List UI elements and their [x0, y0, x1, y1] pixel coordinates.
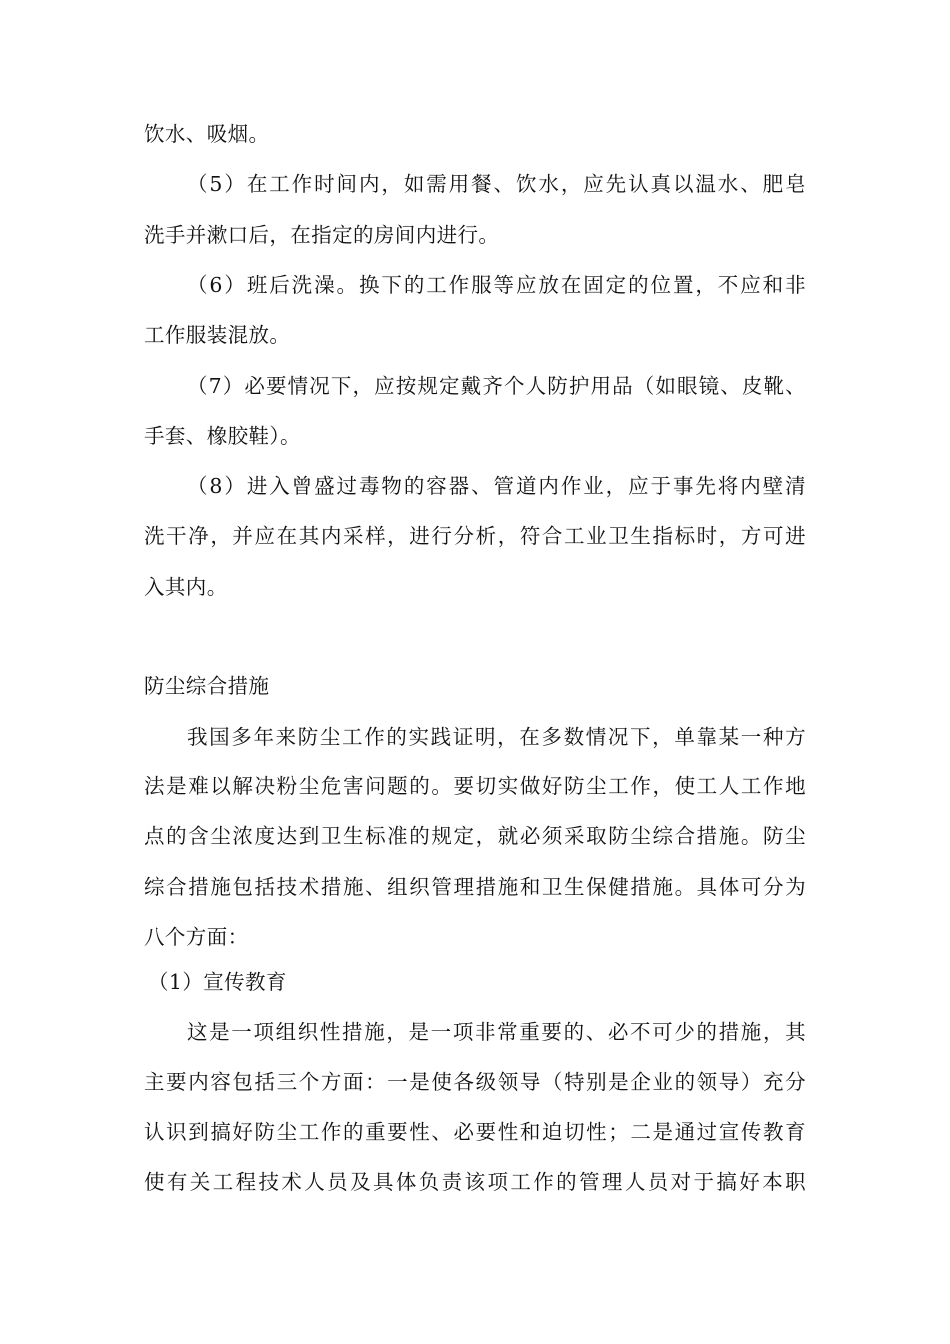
paragraph-line: 我国多年来防尘工作的实践证明，在多数情况下，单靠某一种方 — [187, 725, 806, 749]
list-item-7-line-1: （7）必要情况下，应按规定戴齐个人防护用品（如眼镜、皮靴、 — [187, 374, 806, 398]
list-item-7-line-2: 手套、橡胶鞋）。 — [144, 424, 301, 448]
paragraph-line: 综合措施包括技术措施、组织管理措施和卫生保健措施。具体可分为 — [144, 875, 806, 899]
list-item-8-line-2: 洗干净，并应在其内采样，进行分析，符合工业卫生指标时，方可进 — [144, 524, 806, 548]
paragraph-line: 主要内容包括三个方面：一是使各级领导（特别是企业的领导）充分 — [144, 1070, 806, 1094]
paragraph-line: 八个方面： — [144, 925, 249, 949]
list-item-8-line-3: 入其内。 — [144, 575, 228, 599]
list-item-6-line-2: 工作服装混放。 — [144, 323, 291, 347]
paragraph-line: 法是难以解决粉尘危害问题的。要切实做好防尘工作，使工人工作地 — [144, 774, 806, 798]
section-heading: 防尘综合措施 — [144, 674, 270, 698]
list-item-5-line-2: 洗手并漱口后，在指定的房间内进行。 — [144, 223, 500, 247]
paragraph-line: 这是一项组织性措施，是一项非常重要的、必不可少的措施，其 — [187, 1020, 806, 1044]
list-item-8-line-1: （8）进入曾盛过毒物的容器、管道内作业，应于事先将内壁清 — [187, 474, 806, 498]
list-item-5-line-1: （5）在工作时间内，如需用餐、饮水，应先认真以温水、肥皂 — [187, 172, 806, 196]
list-item-6-line-1: （6）班后洗澡。换下的工作服等应放在固定的位置，不应和非 — [187, 273, 806, 297]
text-line: 饮水、吸烟。 — [144, 122, 270, 146]
paragraph-line: 点的含尘浓度达到卫生标准的规定，就必须采取防尘综合措施。防尘 — [144, 824, 806, 848]
subsection-heading: （1）宣传教育 — [148, 970, 287, 994]
paragraph-line: 使有关工程技术人员及具体负责该项工作的管理人员对于搞好本职 — [144, 1170, 806, 1194]
paragraph-line: 认识到搞好防尘工作的重要性、必要性和迫切性；二是通过宣传教育 — [144, 1120, 806, 1144]
